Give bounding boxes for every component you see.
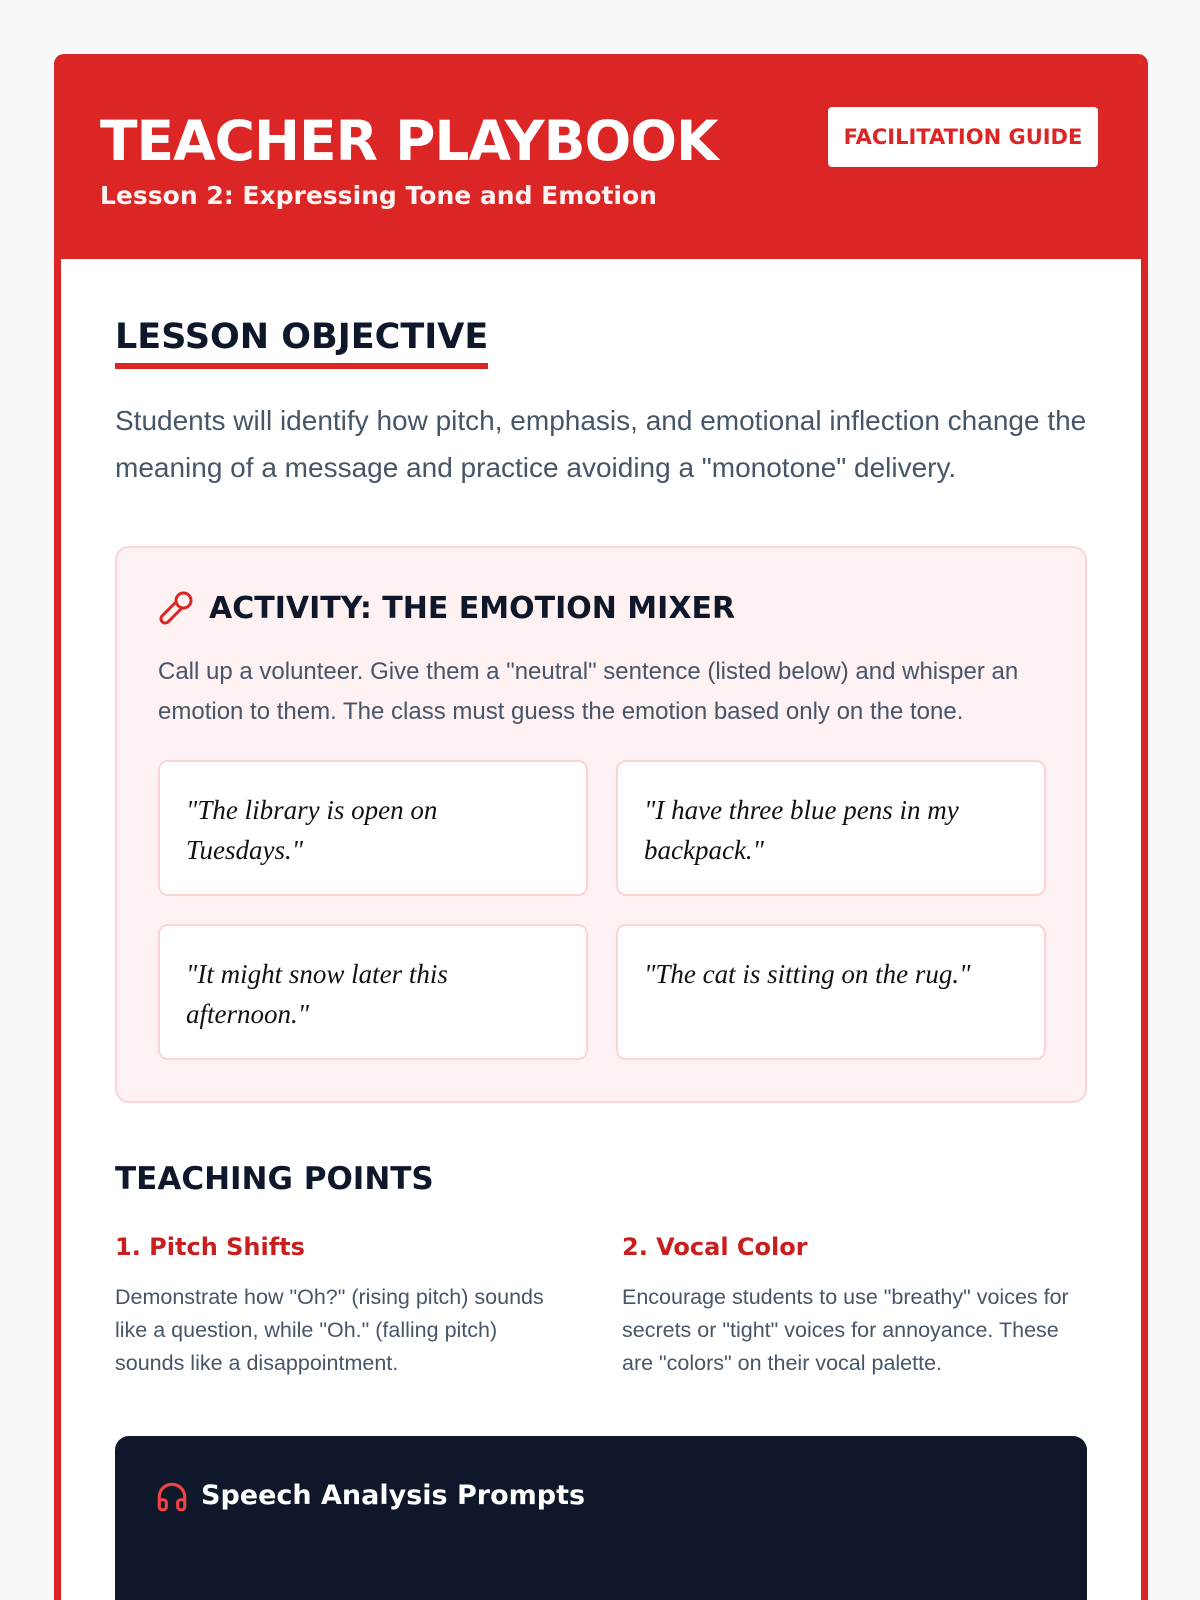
lesson-objective-section (115, 317, 1087, 491)
facilitation-guide-badge: FACILITATION GUIDE (828, 107, 1098, 167)
teaching-point (622, 1233, 1079, 1380)
lesson-subtitle: Lesson 2: Expressing Tone and Emotion (100, 181, 657, 210)
lesson-objective-heading: LESSON OBJECTIVE (115, 317, 488, 369)
playbook-page (54, 54, 1148, 1600)
teaching-points (115, 1233, 1087, 1380)
sentence-card: "It might snow later this afternoon." (158, 924, 588, 1060)
playbook-content (61, 259, 1141, 1600)
speech-analysis-title: Speech Analysis Prompts (201, 1480, 586, 1511)
speech-analysis-panel (115, 1436, 1087, 1600)
lesson-objective-text: Students will identify how pitch, emphasis, and emotional inflection change the meaning of a message and practice avoiding a "monotone" delivery. (115, 405, 1087, 483)
sentence-card: "I have three blue pens in my backpack." (616, 760, 1046, 896)
teaching-point-text: Encourage students to use "breathy" voices for secrets or "tight" voices for annoyance. These are "colors" on their vocal palette. (622, 1285, 1069, 1375)
teaching-point-title: 1. Pitch Shifts (115, 1233, 305, 1261)
microphone-icon (158, 590, 194, 626)
page-title: TEACHER PLAYBOOK (100, 109, 718, 173)
playbook-header (61, 61, 1141, 259)
sentence-card: "The library is open on Tuesdays." (158, 760, 588, 896)
teaching-point (115, 1233, 572, 1380)
activity-panel (115, 546, 1087, 1103)
teaching-point-text: Demonstrate how "Oh?" (rising pitch) sounds like a question, while "Oh." (falling pitch) sounds like a disappointment. (115, 1285, 544, 1375)
activity-header (158, 590, 1044, 626)
activity-instructions: Call up a volunteer. Give them a "neutral" sentence (listed below) and whisper an emotion to them. The class must guess the emotion based only on the tone. (158, 658, 1019, 725)
sentence-grid (158, 760, 1044, 1060)
activity-title: ACTIVITY: THE EMOTION MIXER (209, 590, 736, 626)
teaching-point-title: 2. Vocal Color (622, 1233, 808, 1261)
headphones-icon (155, 1480, 189, 1514)
teaching-points-heading: TEACHING POINTS (115, 1161, 434, 1197)
sentence-card: "The cat is sitting on the rug." (616, 924, 1046, 1060)
